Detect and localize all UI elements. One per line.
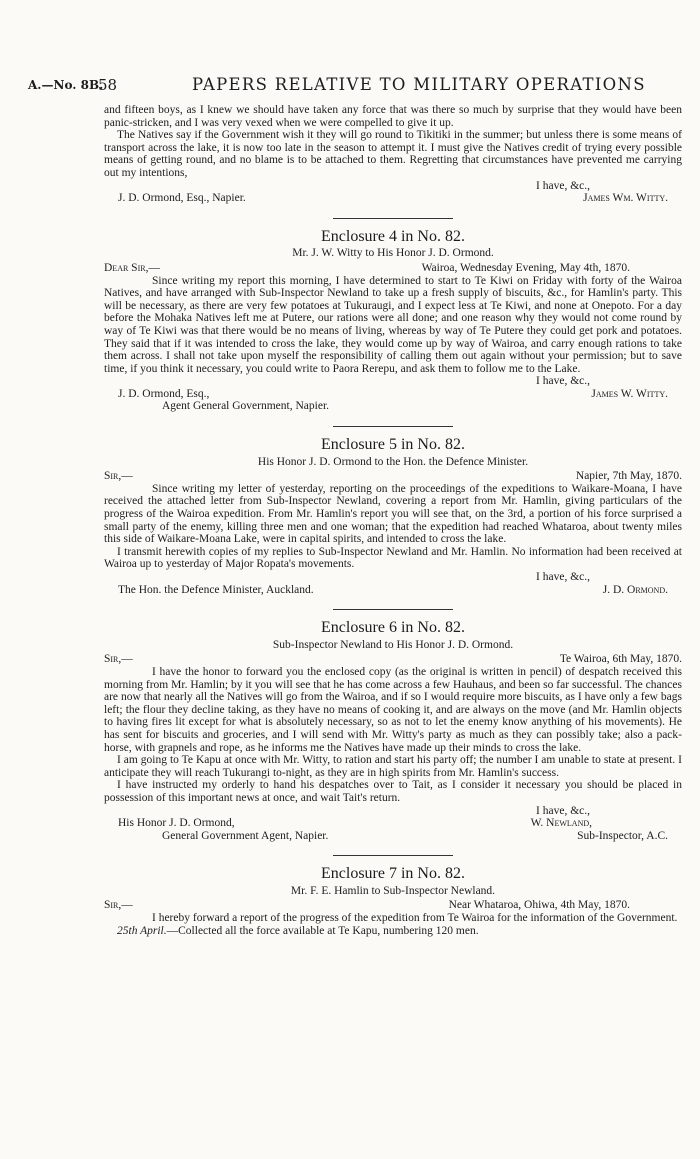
running-title: PAPERS RELATIVE TO MILITARY OPERATIONS: [192, 75, 646, 94]
page-number: 58: [98, 76, 118, 94]
enclosure-5-dateline: Napier, 7th May, 1870.: [575, 470, 682, 483]
section-divider: [333, 609, 453, 610]
enclosure-5-paragraph-2: I transmit herewith copies of my replies to Sub-Inspector Newland and Mr. Hamlin. No information had been received at Wairoa up to yesterday of Major Ropata's movements.: [104, 545, 682, 571]
enclosure-6-from-to: Sub-Inspector Newland to His Honor J. D. Ormond.: [272, 638, 514, 651]
enclosure-6-signature-title: Sub-Inspector, A.C.: [577, 829, 668, 842]
enclosure-4-salutation: Dear Sir,—: [104, 261, 160, 274]
section-divider: [333, 426, 453, 427]
enclosure-6-addressee: His Honor J. D. Ormond,: [118, 817, 235, 830]
enclosure-4-addressee: J. D. Ormond, Esq.,: [118, 387, 210, 400]
enclosure-4-addressee-line-2: Agent General Government, Napier.: [162, 400, 330, 413]
enclosure-5-from-to: His Honor J. D. Ormond to the Hon. the Defence Minister.: [257, 455, 529, 468]
enclosure-7-entry-date: 25th April.: [117, 924, 167, 937]
enclosure-4-from-to: Mr. J. W. Witty to His Honor J. D. Ormond.: [292, 247, 494, 260]
enclosure-4-dateline: Wairoa, Wednesday Evening, May 4th, 1870.: [421, 261, 630, 274]
enclosure-5-paragraph-1: Since writing my letter of yesterday, reporting on the proceedings of the expeditions to Waikare-Moana, I have received the attached letter from Sub-Inspector Newland, covering a report from Mr. Hamlin, giving particulars of the progress of the Wairoa expedition. From Mr. Hamlin's report you will see that, on the 3rd, a portion of his force surprised a small party of the enemy, killing three men and one woman; that the expedition had reached Whataroa, about twenty miles this side of Waikare-Moana Lake, were in capital spirits, and intended to cross the lake.: [104, 482, 682, 546]
enclosure-7-heading: Enclosure 7 in No. 82.: [321, 865, 465, 883]
enclosure-6-addressee-line-2: General Government Agent, Napier.: [162, 829, 329, 842]
section-divider: [333, 855, 453, 856]
enclosure-6: [104, 619, 682, 842]
enclosure-5-salutation: Sir,—: [104, 470, 133, 483]
enclosure-4-signature: James W. Witty.: [591, 387, 668, 400]
enclosure-6-paragraph-1: I have the honor to forward you the enclosed copy (as the original is written in pencil) of despatch received this morning from Mr. Hamlin; by it you will see that he has come across a few Hauhaus, and been so far successful. The chances are now that nearly all the Natives will go from the Wairoa, and if so I would require more biscuits, as I have only a few bags left; the flour they decline taking, as they have no means of cooking it, and are always on the move (and Mr. Hamlin objects to having fires lit except for what is absolutely necessary, so as not to let the enemy know anything of his movements). He has sent for biscuits and groceries, and I will send with Mr. Witty's party as much as they can possibly take; also a pack-horse, with grapnels and rope, as he informs me the Natives have made up their minds to cross the lake.: [104, 665, 682, 754]
enclosure-5-closing: I have, &c.,: [536, 571, 590, 583]
enclosure-6-dateline: Te Wairoa, 6th May, 1870.: [559, 653, 682, 666]
enclosure-6-heading: Enclosure 6 in No. 82.: [321, 619, 465, 637]
enclosure-5-addressee: The Hon. the Defence Minister, Auckland.: [118, 583, 314, 596]
enclosure-6-closing: I have, &c.,: [536, 804, 590, 817]
intro-paragraph-2: The Natives say if the Government wish it they will go round to Tikitiki in the summer; but unless there is some means of transport across the lake, it is now too late in the season to attempt it. I must give the Natives credit of trying every possible means of getting round, and no blame is to be attached to them. Regretting that circumstances have prevented me carrying out my intentions,: [104, 129, 682, 179]
enclosure-7: [104, 865, 682, 937]
enclosure-6-paragraph-3: I have instructed my orderly to hand his despatches over to Tait, as I consider it necessary you should be placed in possession of this important news at once, and wait Tait's return.: [104, 779, 682, 804]
enclosure-5: [104, 436, 682, 596]
enclosure-6-salutation: Sir,—: [104, 653, 133, 666]
intro-letter-end: [104, 104, 682, 205]
enclosure-6-paragraph-2: I am going to Te Kapu at once with Mr. Witty, to ration and start his party off; the number I am unable to state at present. I anticipate they will reach Tukurangi to-night, as they are in high spirits from Mr. Hamlin's success.: [104, 754, 682, 779]
intro-paragraph-1: and fifteen boys, as I knew we should have taken any force that was there so much by surprise that they would have been panic-stricken, and I was very vexed when we were compelled to give it up.: [104, 104, 682, 129]
enclosure-6-signature: W. Newland,: [530, 817, 592, 830]
enclosure-7-dateline: Near Whataroa, Ohiwa, 4th May, 1870.: [448, 899, 630, 912]
enclosure-5-heading: Enclosure 5 in No. 82.: [321, 436, 465, 454]
enclosure-4-body: Since writing my report this morning, I have determined to start to Te Kiwi on Friday with forty of the Wairoa Natives, and have arranged with Sub-Inspector Newland to take up a fresh supply of biscuits, &c., for Hamlin's party. This will be necessary, as there are very few potatoes at Tukuraugi, and I expect less at Te Kiwi, and none at Onepoto. For a day before the Mohaka Natives left me at Putere, our rations were all done; and one reason why they would not come round by way of Te Kiwi was that there would be no means of living, whereas by way of Te Putere they could get pork and potatoes. They said that if it was intended to cross the lake, they would come up by way of Wairoa, and carry enough rations to take them across. I shall not take upon myself the responsibility of calling them out again without your permission; but to save time, if you think it necessary, you could write to Paora Rerepu, and ask them to follow me to the Lake.: [104, 274, 682, 375]
enclosure-4-heading: Enclosure 4 in No. 82.: [321, 227, 465, 245]
intro-addressee: J. D. Ormond, Esq., Napier.: [118, 192, 246, 205]
document-number: A.—No. 8B.: [28, 78, 104, 92]
document-body: [104, 104, 682, 937]
section-divider: [333, 218, 453, 219]
page-header: [20, 75, 680, 99]
enclosure-7-salutation: Sir,—: [104, 899, 133, 912]
enclosure-7-from-to: Mr. F. E. Hamlin to Sub-Inspector Newland.: [290, 884, 496, 897]
intro-signature: James Wm. Witty.: [583, 192, 668, 205]
enclosure-7-paragraph-1: I hereby forward a report of the progress of the expedition from Te Wairoa for the information of the Government.: [152, 912, 678, 925]
intro-closing: I have, &c.,: [536, 179, 590, 192]
enclosure-7-paragraph-2: [104, 925, 682, 938]
enclosure-4: [104, 227, 682, 413]
enclosure-5-signature: J. D. Ormond.: [602, 583, 668, 596]
enclosure-4-closing: I have, &c.,: [536, 375, 590, 388]
enclosure-7-entry-text: —Collected all the force available at Te Kapu, numbering 120 men.: [166, 924, 479, 937]
